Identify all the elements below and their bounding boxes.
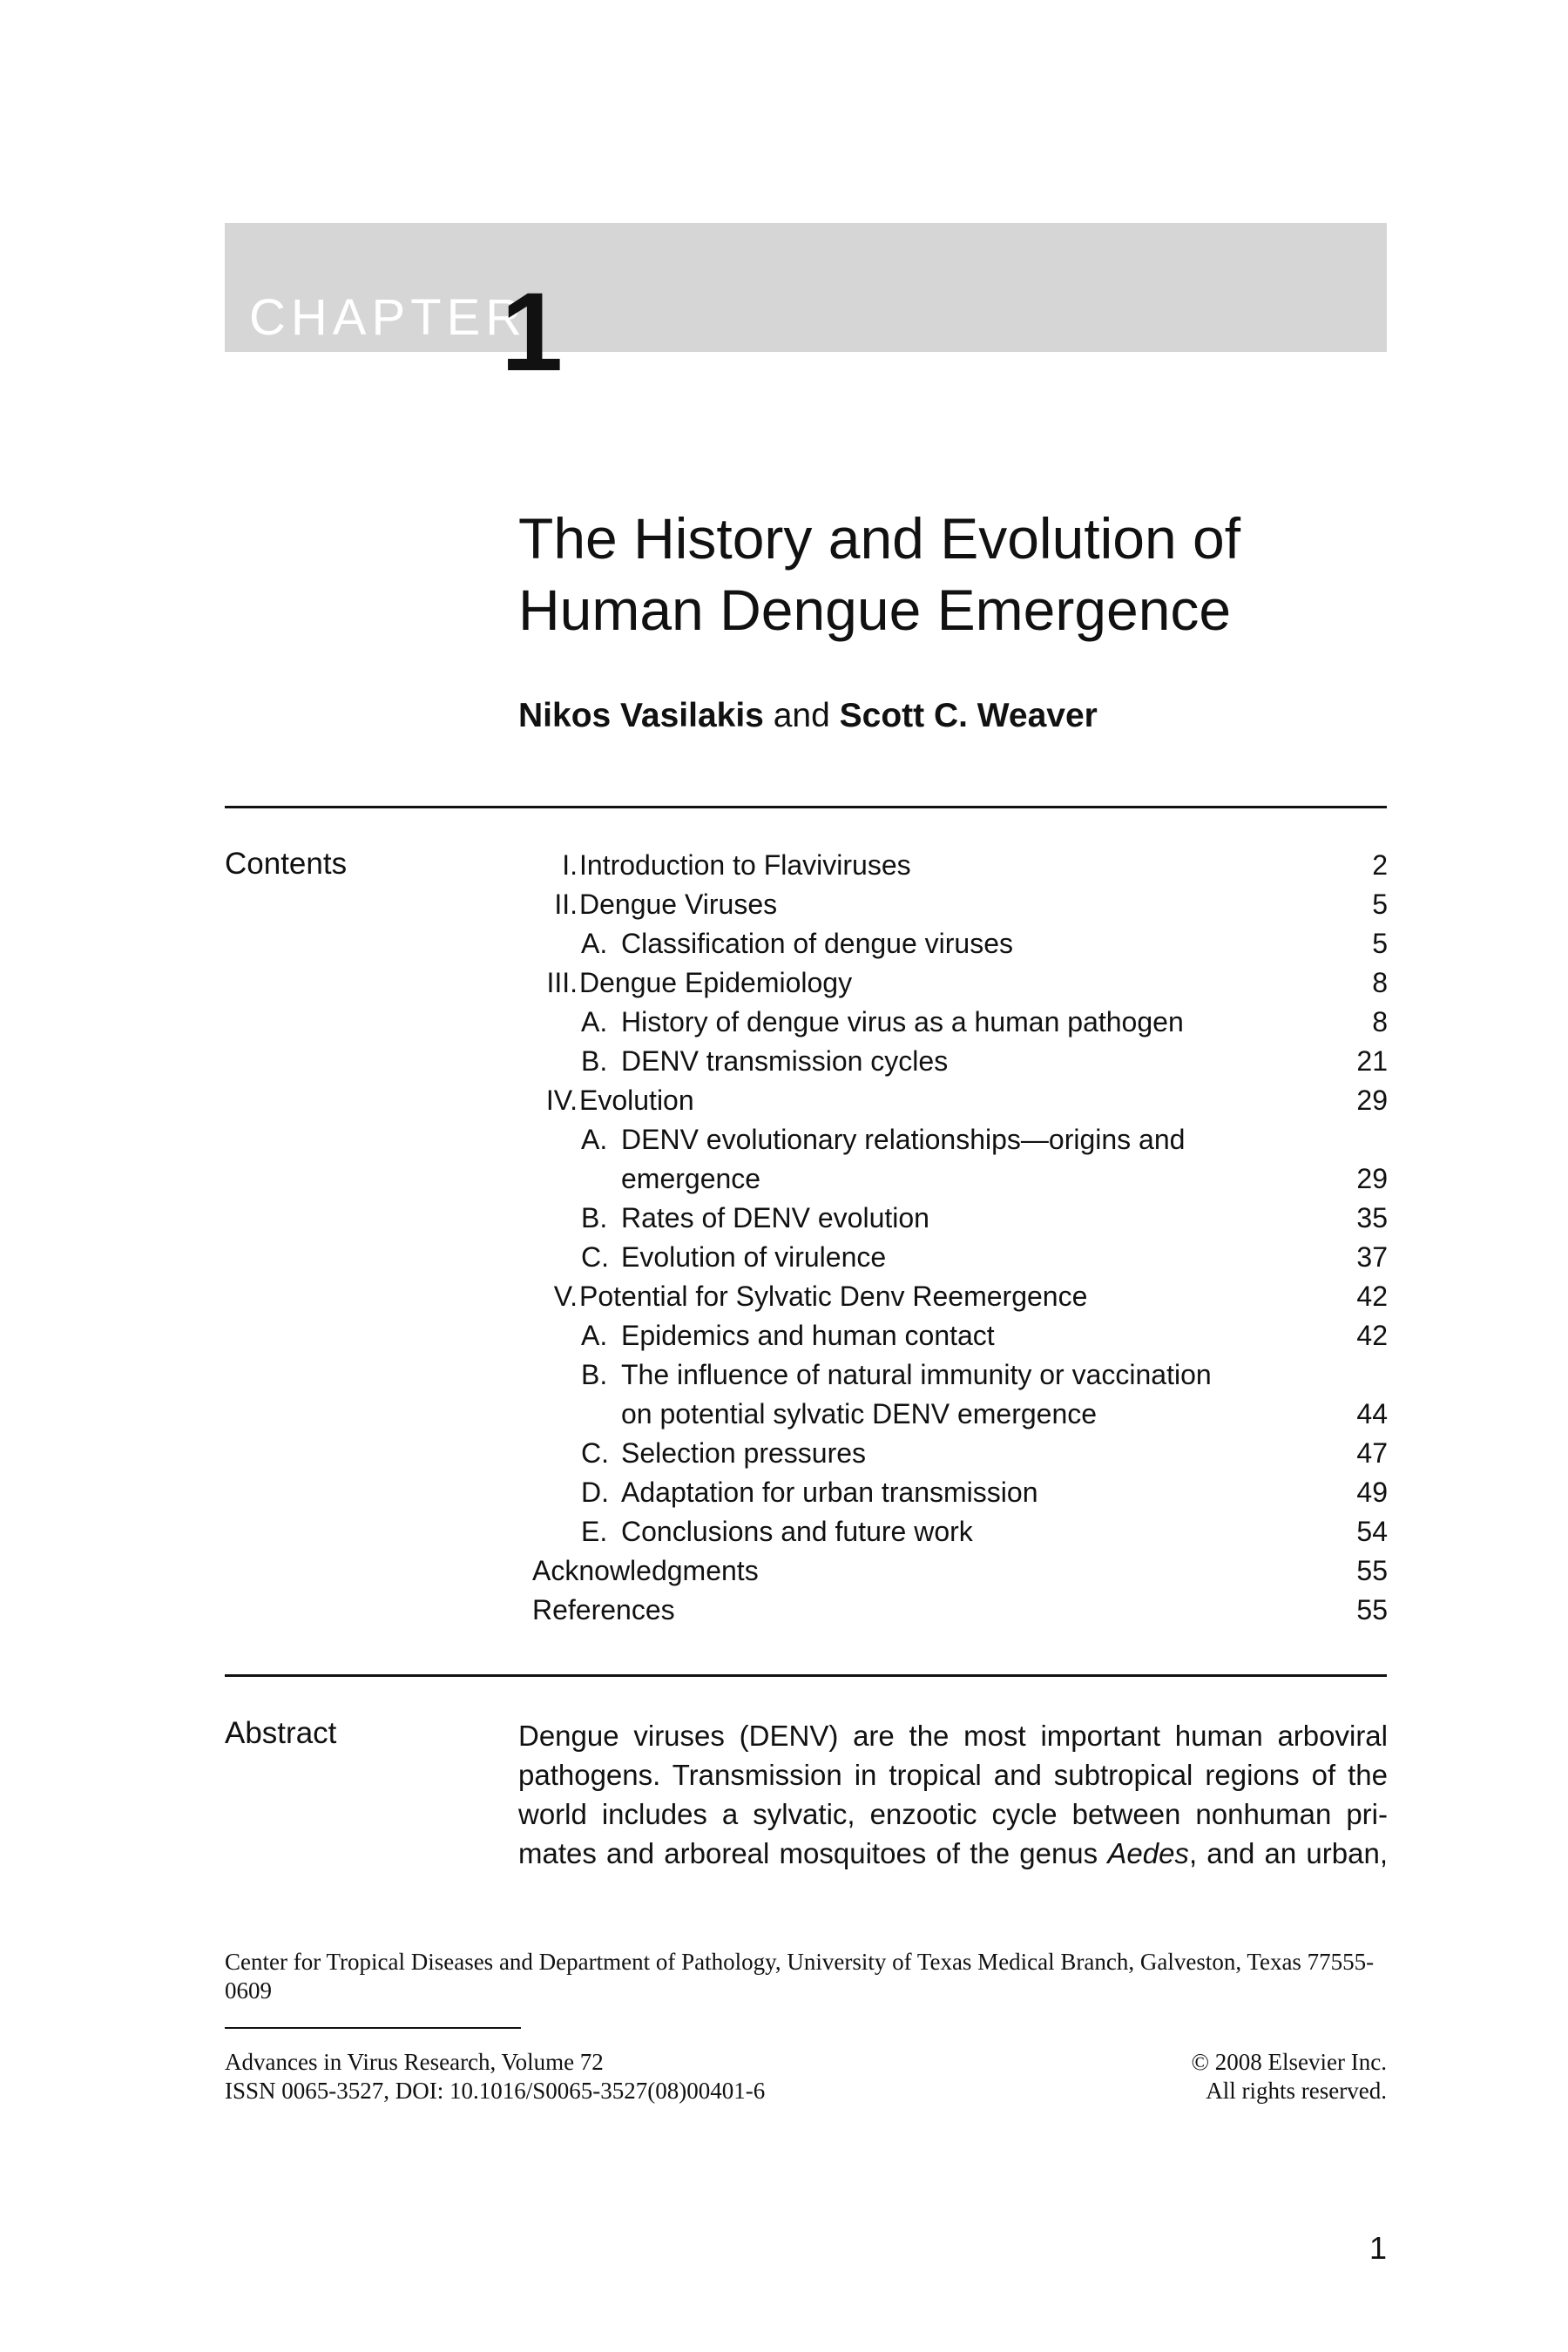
toc-entry[interactable] (518, 1238, 1388, 1277)
toc-letter: D. (581, 1477, 609, 1508)
issn-doi: ISSN 0065-3527, DOI: 10.1016/S0065-3527(08)00401-6 (225, 2078, 766, 2104)
toc-letter: C. (581, 1437, 609, 1469)
toc-entry[interactable] (518, 1042, 1388, 1081)
toc-entry[interactable] (518, 1081, 1388, 1120)
toc-title: Acknowledgments (532, 1555, 759, 1586)
toc-entry[interactable] (518, 1512, 1388, 1551)
toc-entry[interactable] (518, 1277, 1388, 1316)
copyright-info (1192, 2048, 1387, 2105)
toc-page: 42 (1356, 1320, 1388, 1351)
toc-page: 37 (1356, 1241, 1388, 1273)
toc-entry[interactable] (518, 1120, 1388, 1159)
toc-entry-continuation[interactable] (518, 1159, 1388, 1199)
abstract-text-fragment: mates and arboreal mosquitoes of the genus (518, 1837, 1108, 1869)
toc-page: 47 (1356, 1437, 1388, 1469)
toc-letter: B. (581, 1359, 608, 1390)
toc-number: IV. (545, 1085, 578, 1116)
journal-volume: Advances in Virus Research, Volume 72 (225, 2049, 604, 2075)
abstract-text-fragment: , and an urban, (1188, 1837, 1388, 1869)
toc-entry[interactable] (518, 1003, 1388, 1042)
abstract-line: pathogens. Transmission in tropical and subtropical regions of the (518, 1759, 1388, 1791)
authors (518, 697, 1098, 735)
toc-title: Rates of DENV evolution (621, 1202, 929, 1233)
toc-page: 54 (1356, 1516, 1388, 1547)
toc-title: Classification of dengue viruses (621, 928, 1014, 959)
toc-title: DENV transmission cycles (621, 1045, 949, 1077)
toc-title: Dengue Epidemiology (579, 967, 853, 998)
toc-page: 44 (1356, 1398, 1388, 1429)
toc-entry[interactable] (518, 1473, 1388, 1512)
abstract-text (518, 1716, 1388, 1873)
chapter-number: 1 (501, 270, 564, 395)
toc-page: 35 (1356, 1202, 1388, 1233)
toc-title: DENV evolutionary relationships—origins and (621, 1124, 1186, 1155)
title-line-2: Human Dengue Emergence (518, 578, 1232, 642)
toc-page: 5 (1372, 889, 1388, 920)
abstract-line: Dengue viruses (DENV) are the most important human arboviral (518, 1720, 1388, 1752)
chapter-title (518, 503, 1389, 645)
toc-letter: A. (581, 928, 608, 959)
toc-title: Introduction to Flaviviruses (579, 849, 911, 881)
toc-title: Epidemics and human contact (621, 1320, 995, 1351)
toc-letter: B. (581, 1202, 608, 1233)
abstract-italic-genus: Aedes (1107, 1837, 1189, 1869)
toc-number: I. (562, 849, 578, 881)
toc-title: History of dengue virus as a human pathogen (621, 1006, 1184, 1037)
toc-letter: A. (581, 1006, 608, 1037)
toc-title: Selection pressures (621, 1437, 867, 1469)
toc-title: The influence of natural immunity or vaccination (621, 1359, 1212, 1390)
toc-entry[interactable] (518, 1316, 1388, 1355)
toc-page: 55 (1356, 1555, 1388, 1586)
toc-entry[interactable] (518, 1551, 1388, 1591)
toc-number: III. (546, 967, 578, 998)
toc-title: References (532, 1594, 675, 1625)
toc-number: II. (554, 889, 578, 920)
copyright: © 2008 Elsevier Inc. (1191, 2049, 1387, 2075)
chapter-label: CHAPTER (249, 289, 528, 346)
abstract-top-rule (225, 1674, 1387, 1677)
toc-title: Dengue Viruses (579, 889, 778, 920)
toc-title: Evolution (579, 1085, 694, 1116)
toc-letter: A. (581, 1124, 608, 1155)
author-affiliation: Center for Tropical Diseases and Department of Pathology, University of Texas Medical Branch, Galveston, Texas 77555-0609 (225, 1949, 1375, 2004)
toc-entry[interactable] (518, 846, 1388, 885)
toc-page: 42 (1356, 1281, 1388, 1312)
author-2: Scott C. Weaver (839, 697, 1098, 734)
toc-page: 8 (1372, 967, 1388, 998)
toc-entry[interactable] (518, 1591, 1388, 1630)
toc-page: 29 (1356, 1163, 1388, 1194)
abstract-line: world includes a sylvatic, enzootic cycle between nonhuman pri- (518, 1798, 1388, 1830)
page-number: 1 (1369, 2230, 1387, 2266)
toc-entry-continuation[interactable] (518, 1395, 1388, 1434)
contents-top-rule (225, 806, 1387, 808)
contents-label: Contents (225, 847, 348, 881)
toc-entry[interactable] (518, 1199, 1388, 1238)
toc-entry[interactable] (518, 1434, 1388, 1473)
authors-conjunction: and (773, 697, 830, 734)
title-line-1: The History and Evolution of (518, 506, 1241, 571)
rights: All rights reserved. (1206, 2078, 1387, 2104)
toc-title: on potential sylvatic DENV emergence (621, 1398, 1098, 1429)
toc-page: 49 (1356, 1477, 1388, 1508)
toc-page: 29 (1356, 1085, 1388, 1116)
toc-page: 8 (1372, 1006, 1388, 1037)
abstract-line (518, 1834, 1388, 1873)
toc-page: 21 (1356, 1045, 1388, 1077)
table-of-contents (518, 846, 1388, 1630)
toc-letter: B. (581, 1045, 608, 1077)
abstract-label: Abstract (225, 1716, 337, 1750)
toc-entry[interactable] (518, 1355, 1388, 1395)
publication-info (225, 2048, 765, 2105)
toc-letter: C. (581, 1241, 609, 1273)
author-1: Nikos Vasilakis (518, 697, 764, 734)
toc-letter: A. (581, 1320, 608, 1351)
toc-entry[interactable] (518, 924, 1388, 963)
toc-entry[interactable] (518, 963, 1388, 1003)
footnote-rule (225, 2027, 521, 2029)
toc-title: Potential for Sylvatic Denv Reemergence (579, 1281, 1088, 1312)
toc-page: 2 (1372, 849, 1388, 881)
toc-letter: E. (581, 1516, 608, 1547)
toc-title: emergence (621, 1163, 761, 1194)
toc-title: Evolution of virulence (621, 1241, 887, 1273)
toc-page: 55 (1356, 1594, 1388, 1625)
toc-title: Adaptation for urban transmission (621, 1477, 1038, 1508)
toc-page: 5 (1372, 928, 1388, 959)
toc-title: Conclusions and future work (621, 1516, 973, 1547)
toc-entry[interactable] (518, 885, 1388, 924)
toc-number: V. (553, 1281, 578, 1312)
